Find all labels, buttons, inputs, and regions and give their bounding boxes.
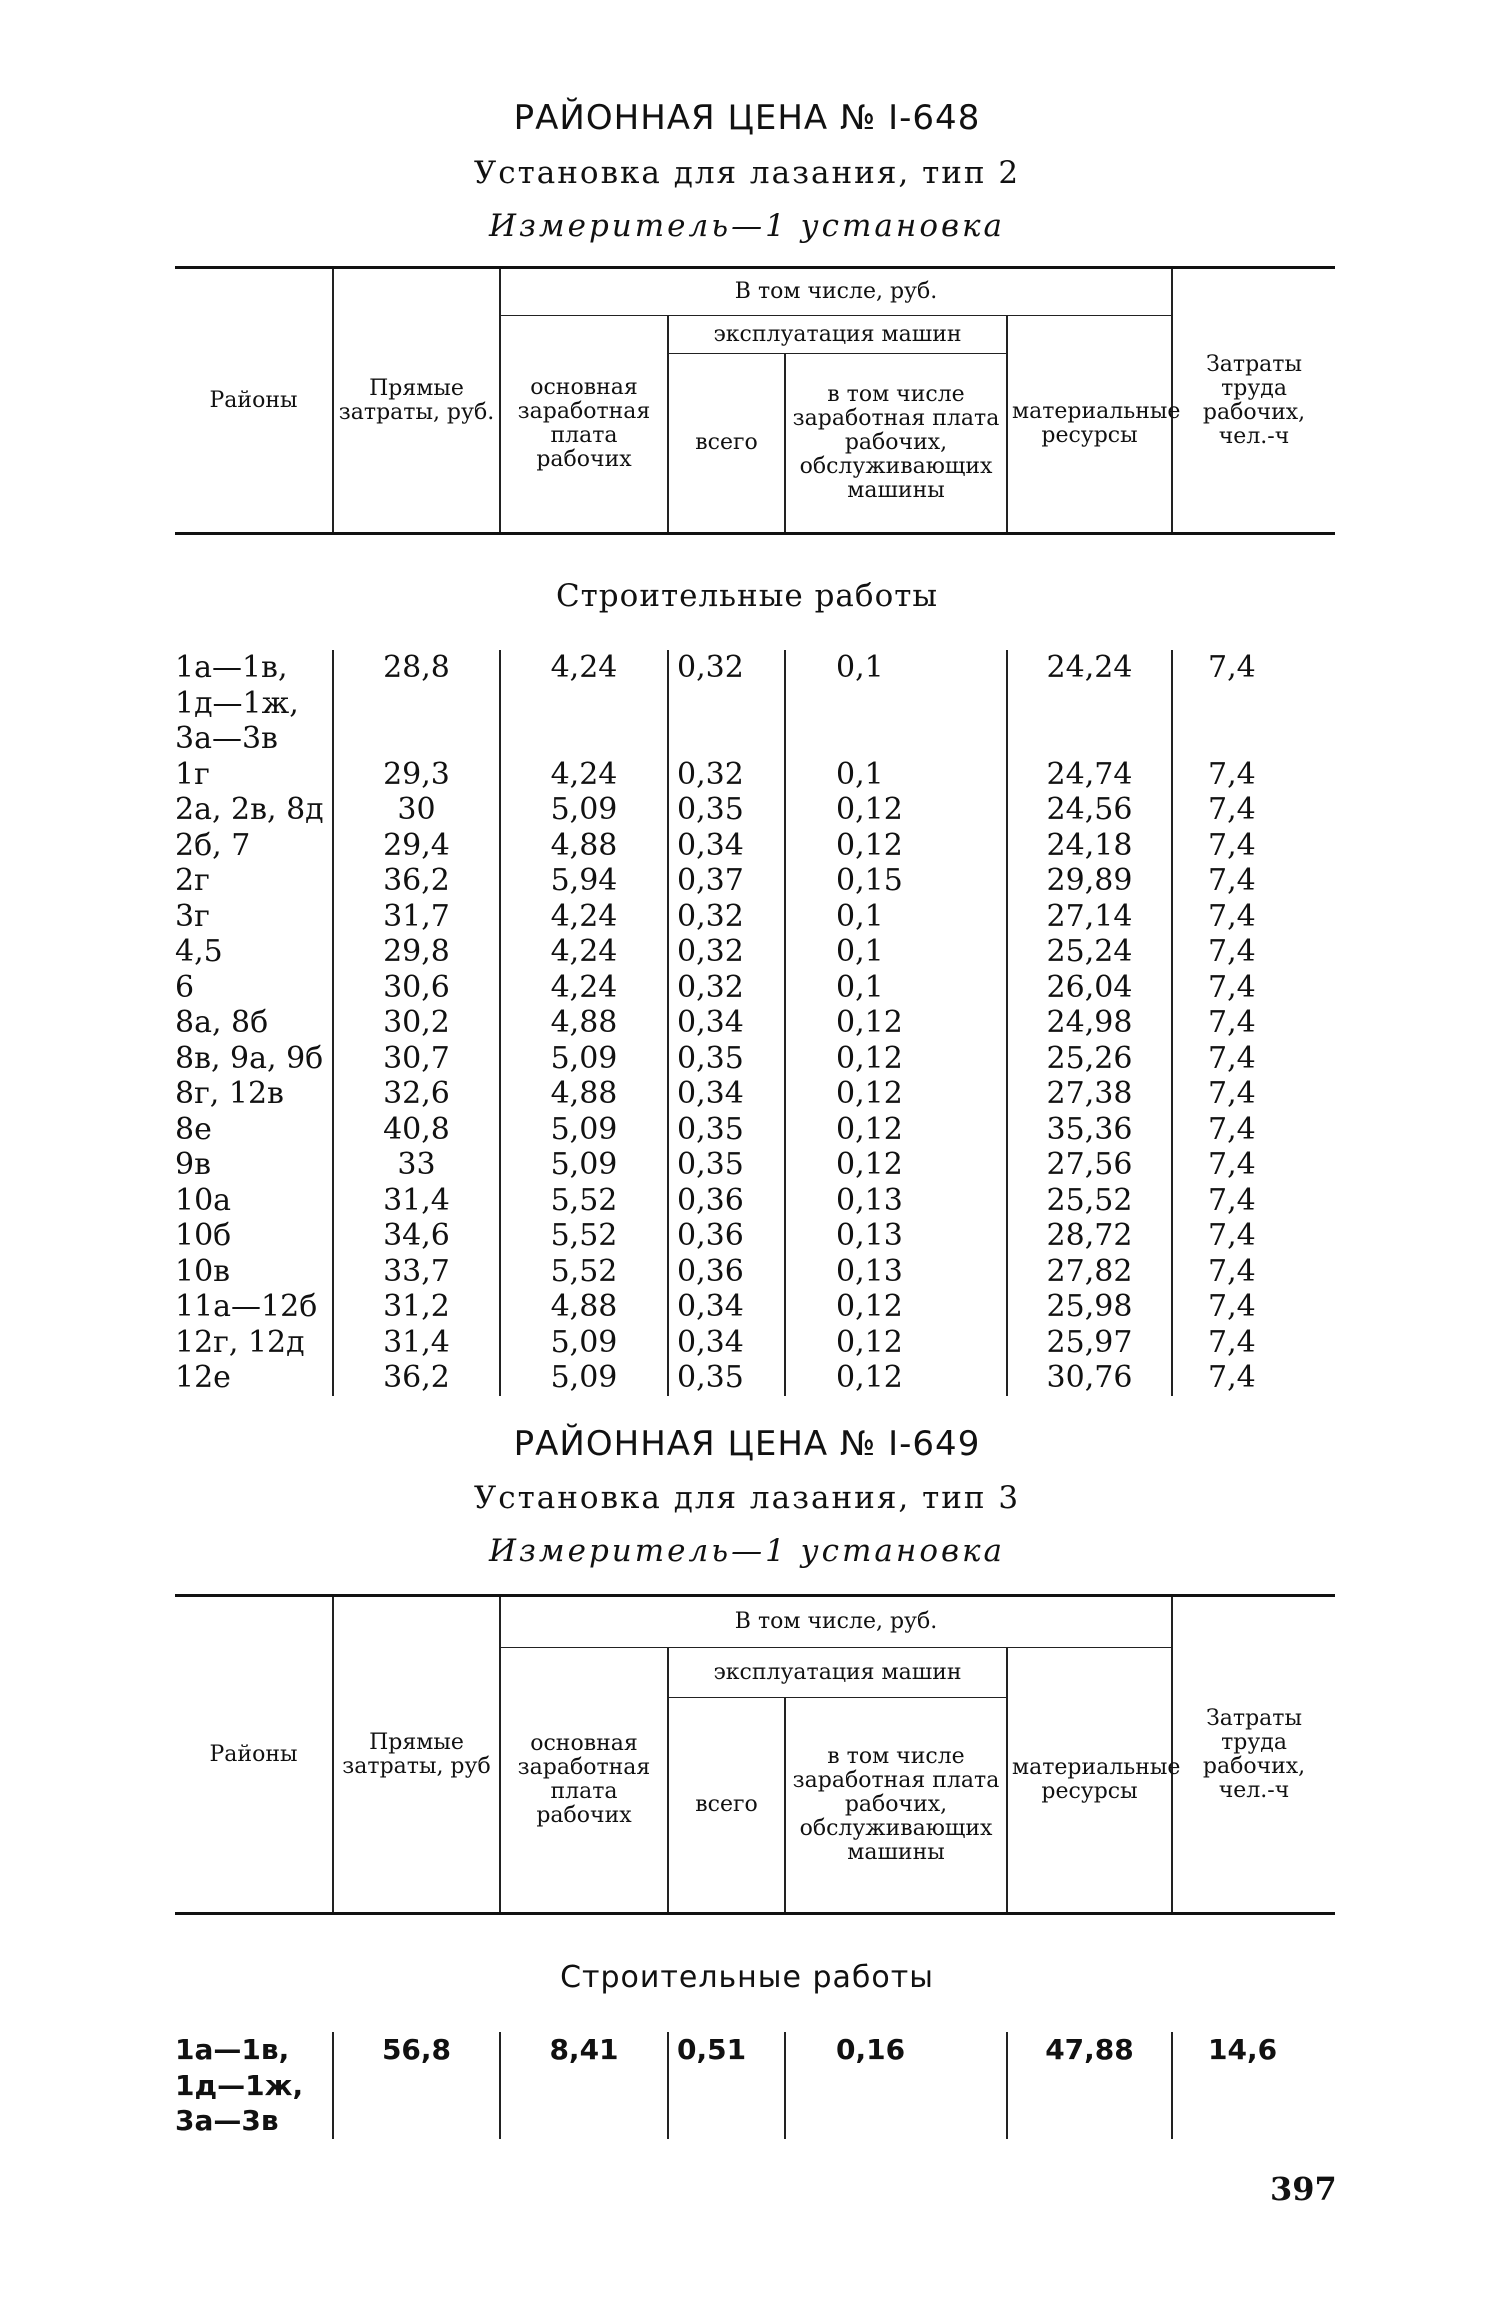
cell-region: 4,5	[175, 934, 223, 969]
header-machines-total: всего	[668, 354, 785, 534]
cell-machines-total: 0,32	[668, 899, 785, 935]
cell-materials: 24,98	[1007, 1005, 1172, 1041]
cell-machines-total: 0,34	[668, 1076, 785, 1112]
cell-labor: 7,4	[1172, 1041, 1335, 1077]
table-row	[175, 757, 1335, 793]
price-subtitle-1: Установка для лазания, тип 2	[473, 155, 1021, 191]
cell-materials: 25,97	[1007, 1325, 1172, 1361]
cell-wages: 5,09	[500, 792, 668, 828]
cell-region: 2б, 7	[175, 827, 251, 863]
header-regions: Районы	[209, 387, 298, 413]
cell-wages: 5,52	[500, 1254, 668, 1290]
cell-wages: 5,52	[500, 1183, 668, 1219]
table-row	[175, 1289, 1335, 1325]
cell-materials: 25,98	[1007, 1289, 1172, 1325]
header-wages: основная заработная плата рабочих	[500, 316, 668, 534]
cell-machine-wages: 0,12	[785, 1147, 1007, 1183]
cell-direct-costs: 33,7	[333, 1254, 500, 1290]
header-machines: эксплуатация машин	[668, 1648, 1007, 1698]
cell-labor: 7,4	[1172, 1005, 1335, 1041]
cell-machine-wages: 0,12	[785, 1041, 1007, 1077]
cell-region: 1а—1в, 1д—1ж, 3а—3в	[175, 2033, 304, 2137]
cell-machines-total: 0,51	[668, 2032, 785, 2139]
header-including: В том числе, руб.	[500, 1596, 1172, 1648]
cell-labor: 7,4	[1172, 1076, 1335, 1112]
cell-machine-wages: 0,1	[785, 934, 1007, 970]
cell-machines-total: 0,35	[668, 792, 785, 828]
header-machines: эксплуатация машин	[668, 316, 1007, 354]
cell-machines-total: 0,34	[668, 1289, 785, 1325]
cell-direct-costs: 33	[333, 1147, 500, 1183]
cell-machine-wages: 0,16	[785, 2032, 1007, 2139]
cell-wages: 4,88	[500, 1076, 668, 1112]
cell-region: 8г, 12в	[175, 1076, 284, 1111]
table-row	[175, 1112, 1335, 1148]
cell-machines-total: 0,35	[668, 1041, 785, 1077]
cell-machine-wages: 0,12	[785, 1360, 1007, 1396]
table-row	[175, 1325, 1335, 1361]
cell-direct-costs: 31,7	[333, 899, 500, 935]
cell-region: 12г, 12д	[175, 1324, 305, 1360]
cell-materials: 30,76	[1007, 1360, 1172, 1396]
cell-materials: 24,24	[1007, 650, 1172, 757]
header-machine-wages: в том числе заработная плата рабочих, обслуживающих машины	[785, 1698, 1007, 1914]
price-measure-2: Измеритель—1 установка	[488, 1533, 1006, 1569]
cell-region: 2г	[175, 863, 210, 898]
price-title-2: РАЙОННАЯ ЦЕНА № I-649	[513, 1424, 981, 1464]
header-labor: Затраты труда рабочих, чел.-ч	[1172, 1596, 1335, 1914]
cell-machine-wages: 0,12	[785, 1325, 1007, 1361]
header-materials: материальные ресурсы	[1007, 316, 1172, 534]
cell-wages: 4,24	[500, 650, 668, 757]
cell-machine-wages: 0,13	[785, 1183, 1007, 1219]
cell-machine-wages: 0,13	[785, 1218, 1007, 1254]
cell-machines-total: 0,32	[668, 757, 785, 793]
cell-wages: 4,24	[500, 757, 668, 793]
cell-region: 10б	[175, 1218, 232, 1253]
price-measure-1: Измеритель—1 установка	[488, 208, 1006, 244]
cell-machine-wages: 0,12	[785, 1289, 1007, 1325]
cell-machines-total: 0,34	[668, 1005, 785, 1041]
cell-wages: 5,94	[500, 863, 668, 899]
cell-labor: 7,4	[1172, 1289, 1335, 1325]
price-title-1: РАЙОННАЯ ЦЕНА № I-648	[513, 98, 981, 138]
cell-labor: 7,4	[1172, 934, 1335, 970]
cell-machines-total: 0,32	[668, 650, 785, 757]
cell-labor: 7,4	[1172, 1218, 1335, 1254]
table-row	[175, 792, 1335, 828]
cell-region: 10а	[175, 1182, 232, 1218]
header-machines-total: всего	[668, 1698, 785, 1914]
header-including: В том числе, руб.	[500, 268, 1172, 316]
cell-direct-costs: 40,8	[333, 1112, 500, 1148]
cell-machines-total: 0,34	[668, 828, 785, 864]
cell-labor: 7,4	[1172, 1360, 1335, 1396]
cell-machine-wages: 0,12	[785, 1005, 1007, 1041]
table-row	[175, 2032, 1335, 2139]
cell-direct-costs: 30	[333, 792, 500, 828]
cell-materials: 27,82	[1007, 1254, 1172, 1290]
table-row	[175, 828, 1335, 864]
table-row	[175, 1147, 1335, 1183]
cell-labor: 7,4	[1172, 1112, 1335, 1148]
header-labor: Затраты труда рабочих, чел.-ч	[1172, 268, 1335, 534]
cell-direct-costs: 28,8	[333, 650, 500, 757]
table-row	[175, 970, 1335, 1006]
cell-direct-costs: 31,2	[333, 1289, 500, 1325]
cell-direct-costs: 29,3	[333, 757, 500, 793]
cell-materials: 25,26	[1007, 1041, 1172, 1077]
price-table-2	[175, 1594, 1335, 1915]
cell-materials: 26,04	[1007, 970, 1172, 1006]
cell-labor: 7,4	[1172, 863, 1335, 899]
cell-region: 1г	[175, 756, 210, 792]
cell-direct-costs: 36,2	[333, 863, 500, 899]
cell-region: 2а, 2в, 8д	[175, 792, 324, 827]
price-table-2-body	[175, 2032, 1335, 2139]
cell-wages: 5,09	[500, 1112, 668, 1148]
cell-materials: 24,18	[1007, 828, 1172, 864]
cell-machine-wages: 0,13	[785, 1254, 1007, 1290]
cell-wages: 4,88	[500, 828, 668, 864]
cell-machines-total: 0,37	[668, 863, 785, 899]
cell-region: 9в	[175, 1147, 211, 1182]
cell-machine-wages: 0,12	[785, 792, 1007, 828]
cell-labor: 7,4	[1172, 899, 1335, 935]
cell-labor: 7,4	[1172, 1183, 1335, 1219]
table-row	[175, 1183, 1335, 1219]
cell-machine-wages: 0,15	[785, 863, 1007, 899]
cell-labor: 7,4	[1172, 650, 1335, 757]
cell-labor: 7,4	[1172, 1147, 1335, 1183]
header-direct-costs: Прямые затраты, руб.	[333, 268, 500, 534]
cell-region: 10в	[175, 1253, 231, 1289]
cell-region: 8е	[175, 1111, 212, 1147]
cell-machine-wages: 0,1	[785, 899, 1007, 935]
cell-machines-total: 0,34	[668, 1325, 785, 1361]
cell-wages: 5,09	[500, 1325, 668, 1361]
table-row	[175, 1005, 1335, 1041]
table-row	[175, 899, 1335, 935]
cell-materials: 27,38	[1007, 1076, 1172, 1112]
table-row	[175, 863, 1335, 899]
cell-wages: 5,09	[500, 1041, 668, 1077]
table-row	[175, 1360, 1335, 1396]
cell-materials: 27,56	[1007, 1147, 1172, 1183]
cell-wages: 5,09	[500, 1147, 668, 1183]
table-row	[175, 650, 1335, 757]
cell-materials: 25,52	[1007, 1183, 1172, 1219]
cell-wages: 4,24	[500, 934, 668, 970]
cell-region: 1а—1в, 1д—1ж, 3а—3в	[175, 650, 299, 756]
price-table-1-body	[175, 650, 1335, 1396]
cell-region: 8а, 8б	[175, 1005, 269, 1040]
cell-direct-costs: 56,8	[333, 2032, 500, 2139]
cell-materials: 29,89	[1007, 863, 1172, 899]
cell-materials: 47,88	[1007, 2032, 1172, 2139]
table-row	[175, 1218, 1335, 1254]
cell-labor: 7,4	[1172, 970, 1335, 1006]
cell-wages: 4,88	[500, 1005, 668, 1041]
cell-machines-total: 0,35	[668, 1147, 785, 1183]
cell-wages: 8,41	[500, 2032, 668, 2139]
cell-region: 8в, 9а, 9б	[175, 1040, 324, 1076]
cell-machine-wages: 0,1	[785, 970, 1007, 1006]
price-table-1	[175, 266, 1335, 535]
group-heading-2: Строительные работы	[560, 1960, 934, 1995]
cell-machine-wages: 0,12	[785, 1076, 1007, 1112]
cell-direct-costs: 30,2	[333, 1005, 500, 1041]
cell-machines-total: 0,36	[668, 1254, 785, 1290]
header-materials: материальные ресурсы	[1007, 1648, 1172, 1914]
cell-materials: 27,14	[1007, 899, 1172, 935]
table-row	[175, 1076, 1335, 1112]
cell-direct-costs: 30,7	[333, 1041, 500, 1077]
cell-direct-costs: 36,2	[333, 1360, 500, 1396]
cell-region: 3г	[175, 898, 210, 934]
cell-labor: 7,4	[1172, 828, 1335, 864]
cell-machines-total: 0,35	[668, 1112, 785, 1148]
header-direct-costs: Прямые затраты, руб	[333, 1596, 500, 1914]
cell-machines-total: 0,36	[668, 1218, 785, 1254]
cell-direct-costs: 34,6	[333, 1218, 500, 1254]
cell-direct-costs: 31,4	[333, 1183, 500, 1219]
header-wages: основная заработная плата рабочих	[500, 1648, 668, 1914]
group-heading-1: Строительные работы	[555, 578, 939, 614]
header-machine-wages: в том числе заработная плата рабочих, обслуживающих машины	[785, 354, 1007, 534]
cell-region: 11а—12б	[175, 1289, 318, 1324]
cell-wages: 4,88	[500, 1289, 668, 1325]
cell-direct-costs: 31,4	[333, 1325, 500, 1361]
cell-region: 6	[175, 969, 195, 1005]
header-regions: Районы	[209, 1741, 298, 1767]
cell-machine-wages: 0,1	[785, 650, 1007, 757]
cell-labor: 7,4	[1172, 1254, 1335, 1290]
cell-wages: 5,09	[500, 1360, 668, 1396]
cell-wages: 4,24	[500, 899, 668, 935]
cell-labor: 7,4	[1172, 1325, 1335, 1361]
cell-region: 12е	[175, 1360, 231, 1395]
cell-machines-total: 0,35	[668, 1360, 785, 1396]
cell-machines-total: 0,32	[668, 970, 785, 1006]
table-row	[175, 1254, 1335, 1290]
cell-machines-total: 0,32	[668, 934, 785, 970]
cell-labor: 7,4	[1172, 792, 1335, 828]
cell-machine-wages: 0,12	[785, 828, 1007, 864]
table-row	[175, 1041, 1335, 1077]
cell-materials: 35,36	[1007, 1112, 1172, 1148]
cell-direct-costs: 32,6	[333, 1076, 500, 1112]
price-subtitle-2: Установка для лазания, тип 3	[473, 1480, 1021, 1516]
cell-wages: 5,52	[500, 1218, 668, 1254]
cell-materials: 24,74	[1007, 757, 1172, 793]
page-number: 397	[1270, 2170, 1337, 2208]
cell-materials: 28,72	[1007, 1218, 1172, 1254]
cell-wages: 4,24	[500, 970, 668, 1006]
cell-direct-costs: 29,8	[333, 934, 500, 970]
cell-materials: 24,56	[1007, 792, 1172, 828]
cell-machine-wages: 0,12	[785, 1112, 1007, 1148]
cell-labor: 7,4	[1172, 757, 1335, 793]
table-row	[175, 934, 1335, 970]
cell-direct-costs: 29,4	[333, 828, 500, 864]
cell-machines-total: 0,36	[668, 1183, 785, 1219]
cell-materials: 25,24	[1007, 934, 1172, 970]
cell-machine-wages: 0,1	[785, 757, 1007, 793]
cell-direct-costs: 30,6	[333, 970, 500, 1006]
cell-labor: 14,6	[1172, 2032, 1335, 2139]
